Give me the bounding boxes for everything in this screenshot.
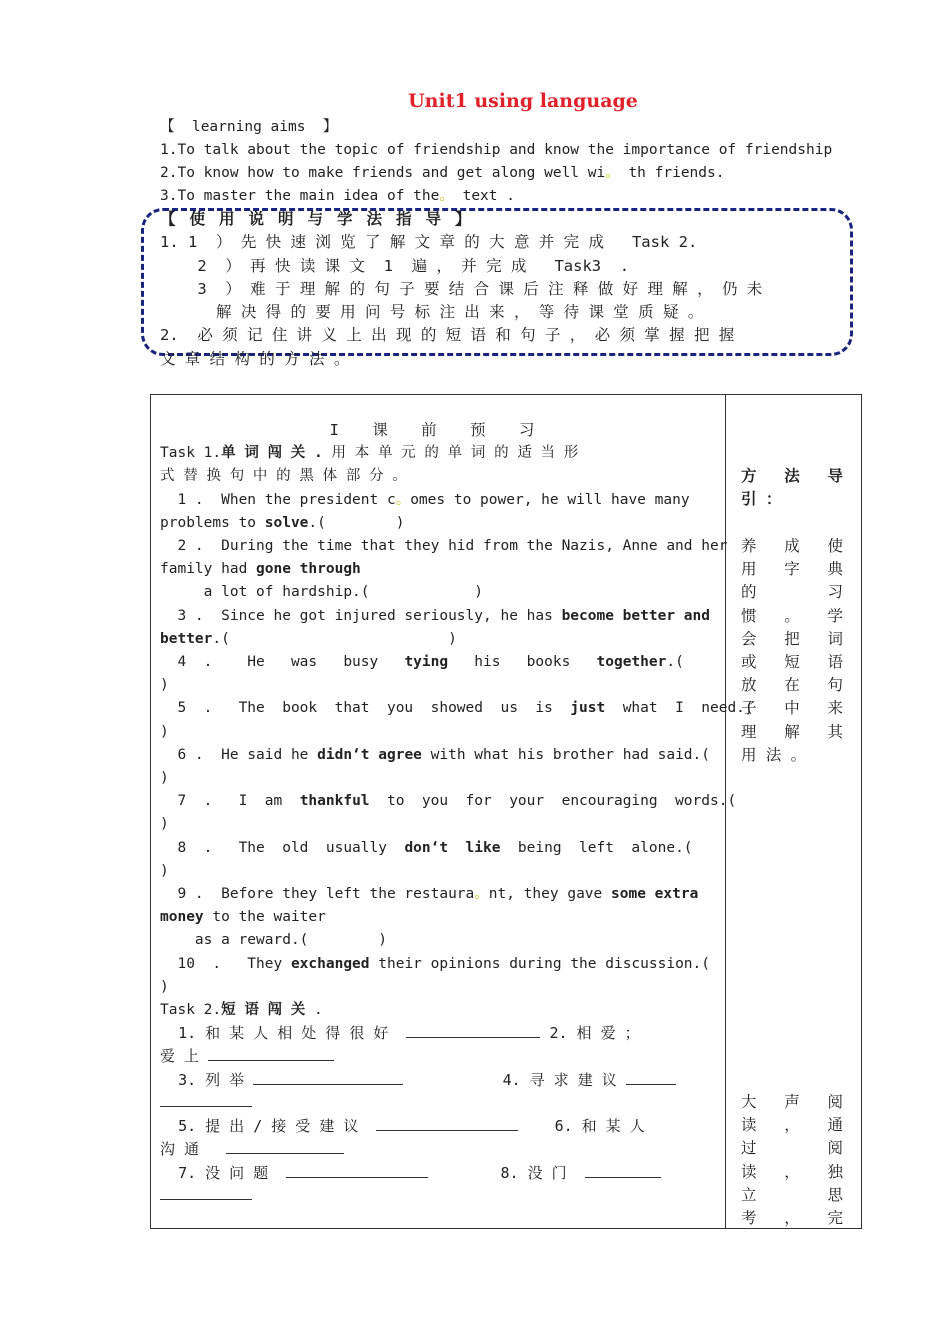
aim-item-1: 1.To talk about the topic of friendship and know the importance of friendship [160,142,833,158]
sentence-10-close: ) [160,978,169,995]
phrase-row-3b [160,1138,716,1161]
answer-blank[interactable] [253,1070,403,1085]
task1-text: 用 本 单 元 的 单 词 的 适 当 形 [322,445,579,462]
s-text: 9 . Before they left the restaura [160,886,475,903]
phrase-row-2 [160,1069,716,1092]
phrase-row-1b [160,1045,716,1068]
preview-table [150,394,862,1229]
task2-bold: 短 语 闯 关 [221,1002,306,1019]
sentence-8-close: ) [160,862,169,879]
s-text: .( [666,654,684,671]
section-heading: I 课 前 预 习 [329,421,547,439]
sentence-9-cont [160,906,716,929]
tip-line: 理 解 其 [741,722,843,741]
tip-line: 惯 。 学 [741,606,843,625]
s-text: being left alone.( [500,839,693,856]
phrase-row-3 [160,1115,716,1138]
task1-label: Task 1. [160,445,222,462]
sentence-5 [160,697,754,720]
guide-heading: 引 ： [741,490,782,509]
phrase-row-4 [160,1162,716,1185]
tip-line: 立 思 [741,1185,843,1204]
sentence-9 [160,883,716,906]
sentence-6 [160,744,716,767]
sentence-10 [160,953,716,976]
sentence-1-cont [160,512,716,535]
s-bold: thankful [299,793,370,810]
s-bold: solve [264,514,309,531]
sentence-4-close: ) [160,677,169,694]
s-bold: together [596,654,667,671]
s-bold: don‘t like [404,839,501,856]
task1-bold: 单 词 闯 关 . [221,445,323,462]
page-title: Unit1 using language [408,90,638,112]
phrase: 6. 和 某 人 [554,1117,645,1136]
tip-line: 放 在 句 [741,676,843,695]
learning-aims [160,116,832,208]
s-bold: tying [404,654,449,671]
tip-line: 用 法 。 [741,745,807,764]
tip-line: 会 把 词 [741,629,843,648]
usage-line: 解 决 得 的 要 用 问 号 标 注 出 来 ， 等 待 课 堂 质 疑 。 [160,303,704,322]
aim-item-2-text: 2.To know how to make friends and get along well wi [160,165,606,181]
s-text: problems to [160,514,265,531]
aim-item-2-tail: th friends. [619,165,725,181]
s-text: 8 . The old usually [160,839,405,856]
s-text: 5 . The book that you showed us is [160,700,571,717]
tip-line: 养 成 使 [741,537,843,555]
task2-dot: . [305,1002,323,1019]
s-text: his books [448,654,597,671]
s-text: family had [160,561,257,578]
phrase: 2. 相 爱 ； [549,1024,640,1043]
tip-line: 或 短 语 [741,653,843,672]
sentence-8 [160,837,716,860]
task1-text2: 式 替 换 句 中 的 黑 体 部 分 。 [160,468,407,485]
phrase: 7. 没 问 题 [178,1163,269,1182]
usage-line: 2 ） 再 快 读 课 文 1 遍 ， 并 完 成 Task3 . [160,256,630,275]
s-text: .( ) [308,514,405,531]
phrase: 3. 列 举 [178,1070,245,1089]
s-text: 6 . He said he [160,746,318,763]
aim-item-3-tail: text . [453,188,515,204]
sentence-2-cont2: a lot of hardship.( ) [160,584,484,601]
sentence-7 [160,790,737,813]
tip-line: 读 ， 独 [741,1162,843,1181]
aim-item-3 [160,185,832,208]
usage-line: 文 章 结 构 的 方 法 。 [160,349,350,368]
phrase: 5. 提 出 / 接 受 建 议 [178,1117,359,1136]
s-bold: gone through [256,561,361,578]
s-bold: better [160,630,213,647]
phrase: 沟 通 [160,1140,200,1159]
sentence-2: 2 . During the time that they hid from the Nazis, Anne and her [160,538,728,555]
s-text: 10 . They [160,955,291,972]
tip-line: 考 ， 完 [741,1209,843,1228]
task2-title [160,999,716,1022]
guide-tip-dictionary [741,535,843,767]
usage-line: 1. 1 ） 先 快 速 浏 览 了 解 文 章 的 大 意 并 完 成 Task 2. [160,233,698,252]
phrase-row-4b [160,1185,716,1208]
sentence-7-close: ) [160,816,169,833]
tip-line: 用 字 典 [741,560,843,579]
tip-line: 过 阅 [741,1139,843,1158]
phrase: 4. 寻 求 建 议 [502,1070,617,1089]
task1-title [160,442,716,465]
s-text: 4 . He was busy [160,654,405,671]
answer-blank[interactable] [585,1163,661,1178]
tip-line: 读 ， 通 [741,1116,843,1135]
sentence-6-close: ) [160,770,169,787]
sentence-3 [160,605,716,628]
task2-label: Task 2. [160,1002,222,1019]
answer-blank[interactable] [160,1092,252,1107]
sentence-3-cont [160,628,716,651]
ink-mark: 。 [439,188,454,204]
s-bold: just [570,700,606,717]
tip-line: 子 中 来 [741,699,843,718]
answer-blank[interactable] [208,1046,334,1061]
s-bold: money [160,909,204,926]
usage-guide [160,208,882,371]
guide-heading: 方 法 导 [741,467,843,485]
sentence-5-close: ) [160,723,169,740]
s-text: 7 . I am [160,793,300,810]
s-text: to the waiter [203,909,326,926]
aims-heading: 【 learning aims 】 [160,119,338,135]
ink-mark: 。 [395,491,411,508]
column-divider [725,395,726,1228]
method-guide [741,465,843,511]
s-bold: didn‘t agree [317,746,422,763]
sentence-2-cont [160,558,716,581]
answer-blank[interactable] [226,1139,344,1154]
usage-heading: 【使用说明与学法指导】 [160,210,485,228]
phrase: 1. 和 某 人 相 处 得 很 好 [178,1024,389,1043]
ink-mark: 。 [605,165,620,181]
tip-line: 的 习 [741,583,843,602]
usage-line: 3 ） 难 于 理 解 的 句 子 要 结 合 课 后 注 释 做 好 理 解 ， 仍 未 [160,279,763,298]
s-text: their opinions during the discussion.( [369,955,710,972]
phrase: 8. 没 门 [500,1163,567,1182]
s-text: 3 . Since he got injured seriously, he has [160,607,562,624]
guide-tip-reading [741,1091,843,1230]
sentence-1 [160,489,716,512]
answer-blank[interactable] [286,1163,428,1178]
s-text: with what his brother had said.( [421,746,710,763]
s-text: 1 . When the president c [160,491,396,508]
answer-blank[interactable] [406,1023,540,1038]
aim-item-2 [160,162,832,185]
sentence-4 [160,651,716,674]
answer-blank[interactable] [160,1185,252,1200]
ink-mark: 。 [474,886,489,903]
s-bold: become better and [561,607,710,624]
tip-line: 大 声 阅 [741,1093,843,1111]
sentence-9-cont2: as a reward.( ) [160,932,387,949]
s-text: to you for your encouraging words.( [369,793,737,810]
phrase-row-1 [160,1022,716,1045]
answer-blank[interactable] [626,1070,676,1085]
answer-blank[interactable] [376,1116,518,1131]
phrase: 爱 上 [160,1047,200,1066]
s-bold: exchanged [290,955,370,972]
preview-column [160,419,754,1208]
s-text: what I need.( [605,700,754,717]
usage-line: 2. 必 须 记 住 讲 义 上 出 现 的 短 语 和 句 子 ， 必 须 掌 握 把 握 [160,326,735,345]
s-text: nt, they gave [488,886,611,903]
aim-item-3-text: 3.To master the main idea of the [160,188,440,204]
phrase-row-2b [160,1092,716,1115]
s-text: .( ) [212,630,457,647]
s-text: omes to power, he will have many [410,491,690,508]
s-bold: some extra [611,886,699,903]
